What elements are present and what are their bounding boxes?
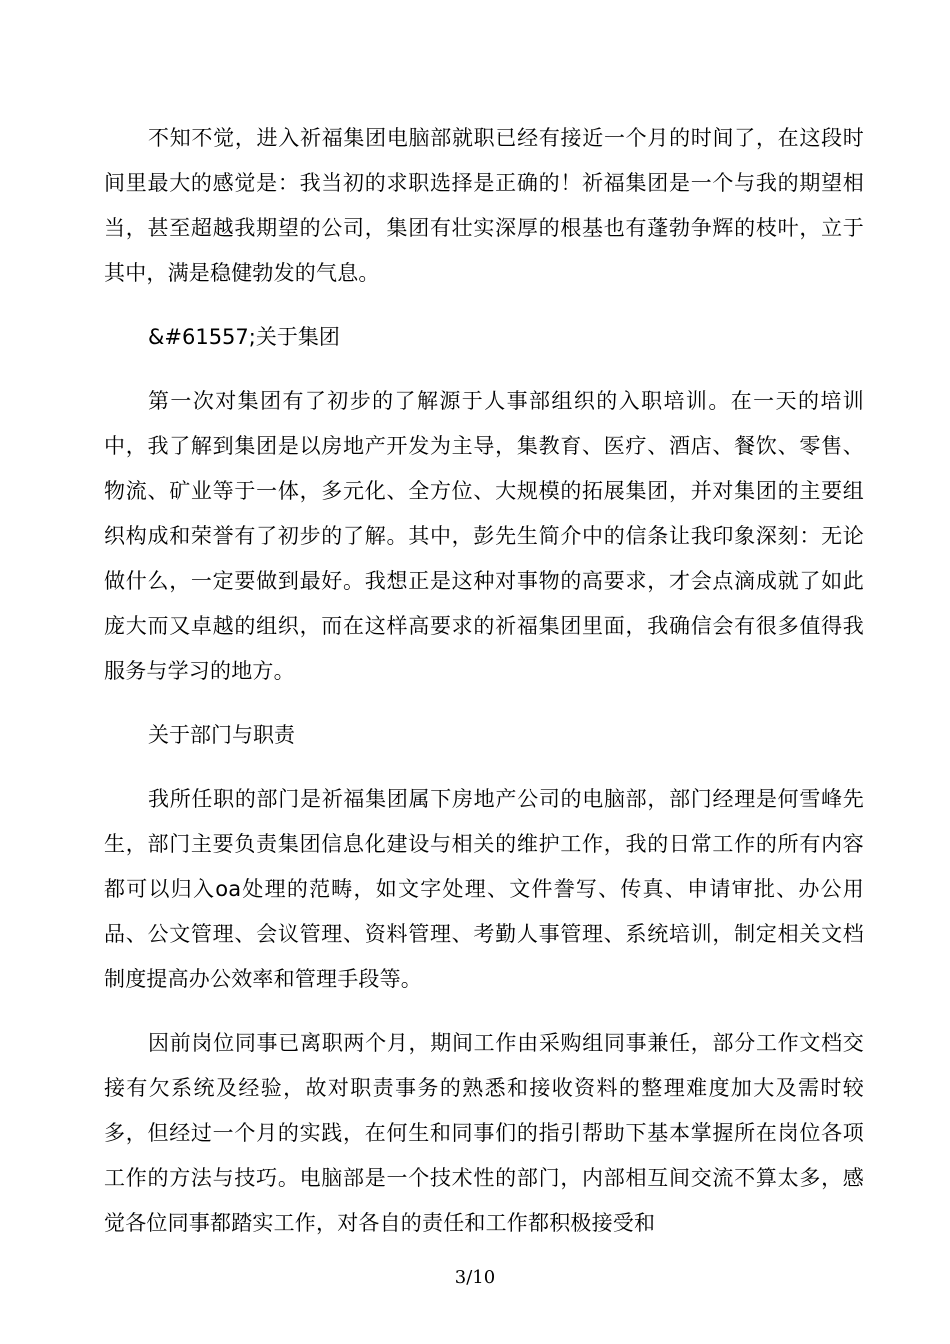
section-heading-group: &#61557;关于集团	[148, 325, 340, 349]
department-paragraph: 我所任职的部门是祈福集团属下房地产公司的电脑部，部门经理是何雪峰先生，部门主要负责集团信息化建设与相关的维护工作，我的日常工作的所有内容都可以归入oa处理的范畴，如文字处理、文件誊写、传真、申请审批、办公用品、公文管理、会议管理、资料管理、考勤人事管理、系统培训，制定相关文档制度提高办公效率和管理手段等。	[104, 787, 864, 991]
page-number: 3/10	[454, 1267, 496, 1288]
intro-paragraph: 不知不觉，进入祈福集团电脑部就职已经有接近一个月的时间了，在这段时间里最大的感觉是：我当初的求职选择是正确的！祈福集团是一个与我的期望相当，甚至超越我期望的公司，集团有壮实深厚的根基也有蓬勃争辉的枝叶，立于其中，满是稳健勃发的气息。	[104, 126, 864, 285]
group-paragraph: 第一次对集团有了初步的了解源于人事部组织的入职培训。在一天的培训中，我了解到集团是以房地产开发为主导，集教育、医疗、酒店、餐饮、零售、物流、矿业等于一体，多元化、全方位、大规模的拓展集团，并对集团的主要组织构成和荣誉有了初步的了解。其中，彭先生简介中的信条让我印象深刻：无论做什么，一定要做到最好。我想正是这种对事物的高要求，才会点滴成就了如此庞大而又卓越的组织，而在这样高要求的祈福集团里面，我确信会有很多值得我服务与学习的地方。	[104, 389, 864, 683]
handover-paragraph: 因前岗位同事已离职两个月，期间工作由采购组同事兼任，部分工作文档交接有欠系统及经验，故对职责事务的熟悉和接收资料的整理难度加大及需时较多，但经过一个月的实践，在何生和同事们的指引帮助下基本掌握所在岗位各项工作的方法与技巧。电脑部是一个技术性的部门，内部相互间交流不算太多，感觉各位同事都踏实工作，对各自的责任和工作都积极接受和	[104, 1031, 864, 1235]
document-body	[104, 116, 864, 1265]
section-heading-department: 关于部门与职责	[148, 723, 295, 747]
